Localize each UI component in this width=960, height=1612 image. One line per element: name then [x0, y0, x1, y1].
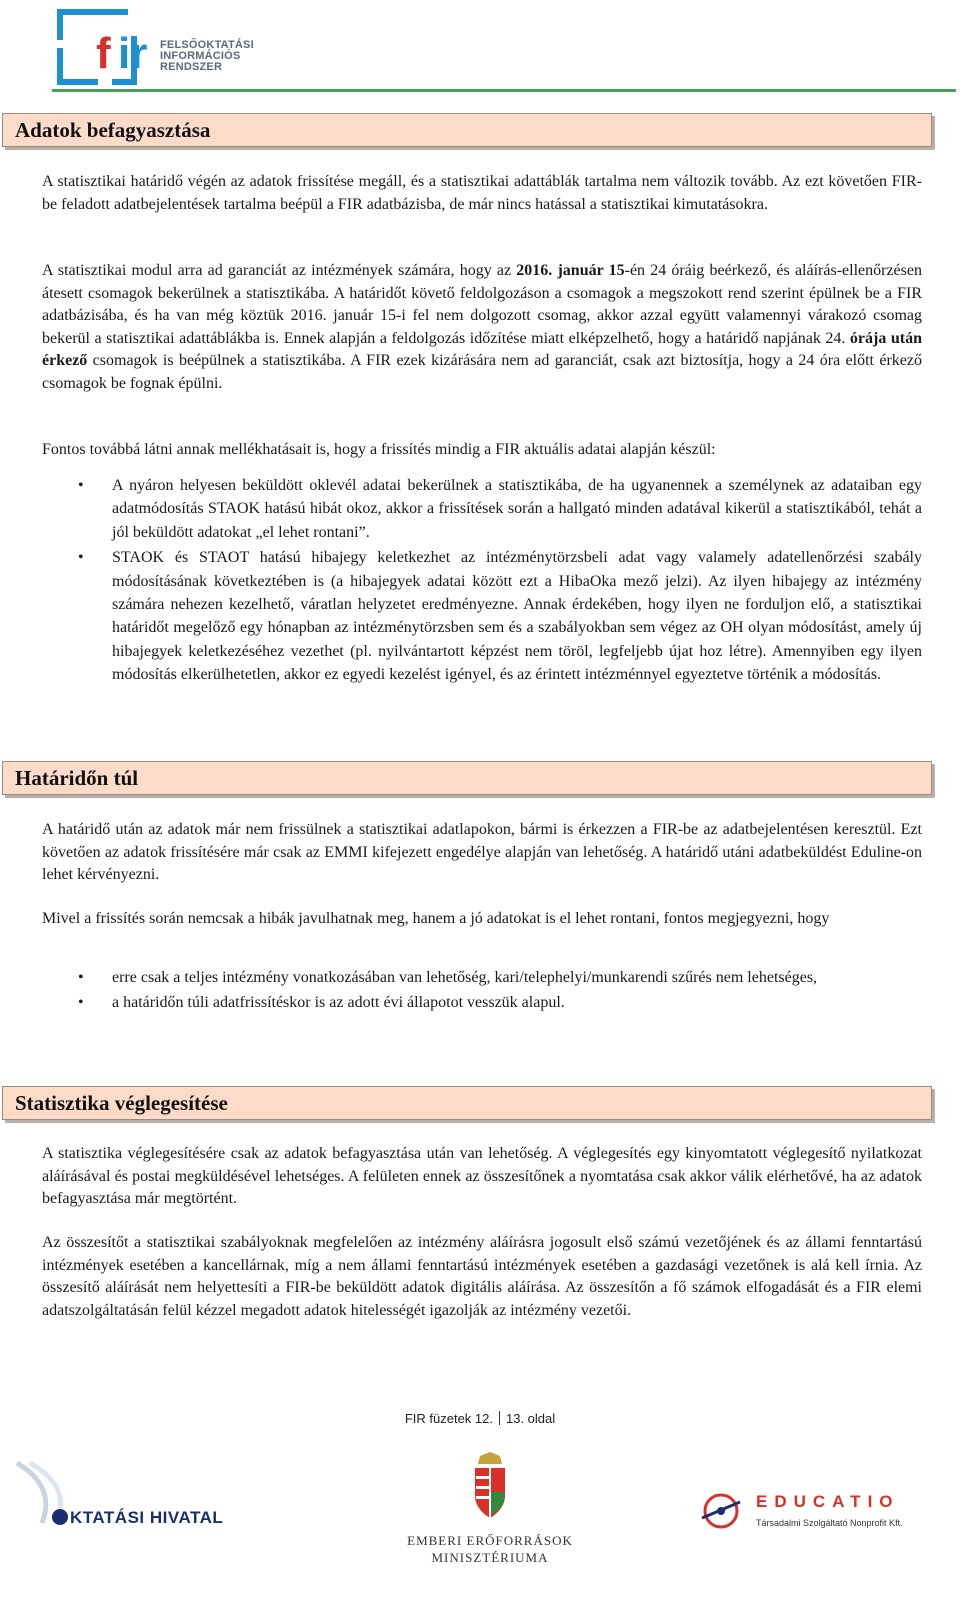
educatio-mark — [698, 1488, 744, 1534]
coat-of-arms-icon — [470, 1452, 510, 1522]
paragraph: A határidő után az adatok már nem frissülnek a statisztikai adatlapokon, bármi is érkezzen a FIR-be az adatbejelentésen keresztül. Ezt követően az adatok frissítésére már csak az EMMI kifejezett engedélye alapján van lehetőség. A határidő utáni adatbeküldést Eduline-on lehet kérvényezni. — [42, 821, 922, 884]
list-item: • STAOK és STAOT hatású hibajegy keletkezhet az intézménytörzsbeli adat vagy valamely adatellenőrzési szabály módosításának következtében is (a hibajegyek adatai között ezt a HibaOka mező jelzi). Az ilyen hibajegy az intézmény számára nehezen kezelhető, váratlan helyzetet eredményezne. Annak érdekében, hogy ilyen ne forduljon elő, a statisztikai határidőt megelőző egy hónapban az intézménytörzsben sem és a szabályokban sem végez az OH olyan módosítást, amely új hibajegyek keletkezéséhez vezethet (pl. nyilvántartott képzést nem töröl, legfeljebb újat hoz létre). Amennyiben egy ilyen módosítás elkerülhetetlen, akkor ez egyedi kezelést igényel, és az érintett intézménnyel egyeztetve történik a módosítás. — [78, 549, 922, 684]
svg-text:ir: ir — [118, 29, 148, 78]
bullet-list — [42, 966, 922, 1015]
section-heading-befagyasztas: Adatok befagyasztása — [2, 113, 932, 147]
bullet-list — [42, 474, 922, 687]
paragraph: Az összesítőt a statisztikai szabályoknak megfelelően az intézmény aláírásra jogosult első számú vezetőjének és az állami fenntartású intézmények esetében a kancellárnak, míg a nem állami fenntartású intézmények esetében a gazdasági vezetőnek is alá kell írnia. Az összesítő aláírását nem helyettesíti a FIR-be beküldött adatok digitális aláírása. Az összesítőn a fő számok elfogadását és a FIR elemi adatszolgáltatásán felül kézzel megadott adatok hitelességét igazolják az intézmény vezetői. — [42, 1234, 922, 1319]
svg-text:f: f — [96, 29, 111, 78]
section-heading-veglegesites: Statisztika véglegesítése — [2, 1086, 932, 1120]
emmi-logo: EMBERI ERŐFORRÁSOK MINISZTÉRIUMA — [400, 1452, 580, 1602]
paragraph: Fontos továbbá látni annak mellékhatásait is, hogy a frissítés mindig a FIR aktuális adatai alapján készül: — [42, 441, 716, 458]
list-item: • a határidőn túli adatfrissítéskor is az adott évi állapotot vesszük alapul. — [78, 994, 565, 1012]
document-name: FIR füzetek 12. — [404, 1411, 493, 1426]
section-heading-hataridon-tul: Határidőn túl — [2, 761, 932, 795]
paragraph: Mivel a frissítés során nemcsak a hibák javulhatnak meg, hanem a jó adatokat is el lehet rontani, fontos megjegyezni, hogy — [42, 910, 830, 927]
oktatasi-hivatal-logo: KTATÁSI HIVATAL — [12, 1458, 252, 1558]
list-item: • erre csak a teljes intézmény vonatkozásában van lehetőség, kari/telephelyi/munkarendi szűrés nem lehetséges, — [78, 969, 818, 986]
educatio-logo: EDUCATIO Társadalmi Szolgáltató Nonprofit Kft. — [698, 1488, 928, 1538]
header-rule — [52, 89, 956, 92]
fir-logo — [52, 6, 262, 86]
list-item: • A nyáron helyesen beküldött oklevél adatai bekerülnek a statisztikába, de ha ugyanennek a személynek az adataiban egy adatmódosítás STAOK hatású hibát okoz, akkor a frissítések során a hallgató minden adatával kikerül a statisztikából, tehát a jól beküldött adatokat „el lehet rontani”. — [78, 477, 922, 541]
paragraph: A statisztika véglegesítésére csak az adatok befagyasztása után van lehetőség. A véglegesítés egy kinyomtatott véglegesítő nyilatkozat aláírásával és postai megküldésével lehetséges. A felületen ennek az összesítőnek a nyomtatása csak akkor válik elérhetővé, ha az adatok befagyasztása már megtörtént. — [42, 1145, 922, 1208]
paragraph: A statisztikai modul arra ad garanciát az intézmények számára, hogy az 2016. január 15-én 24 óráig beérkező, és aláírás-ellenőrzésen átesett csomagok bekerülnek a statisztikába. A határidőt követő feldolgozáson a csomagok a megszokott rend szerint épülnek be a FIR adatbázisába, és ha van még köztük 2016. január 15-i fel nem dolgozott csomag, akkor azzal együtt valamennyi várakozó csomag bekerül a statisztikai adattáblákba is. Ennek alapján a feldolgozás időzítése miatt elképzelhető, hogy a határidő napjának 24. órája után érkező csomagok is beépülnek a statisztikába. A FIR ezek kizárására nem ad garanciát, csak azt biztosítja, hogy a 24 óra előtt érkező csomagok be fognak épülni. — [42, 262, 922, 392]
page-number: 13. oldal — [506, 1411, 556, 1426]
paragraph: A statisztikai határidő végén az adatok frissítése megáll, és a statisztikai adattáblák tartalma nem változik tovább. Az ezt követően FIR-be feladott adatbejelentések tartalma beépül a FIR adatbázisba, de már nincs hatással a statisztikai kimutatásokra. — [42, 173, 922, 213]
fir-logo-text: FELSŐOKTATÁSI INFORMÁCIÓS RENDSZER — [160, 39, 254, 73]
page-footer — [0, 1411, 960, 1426]
